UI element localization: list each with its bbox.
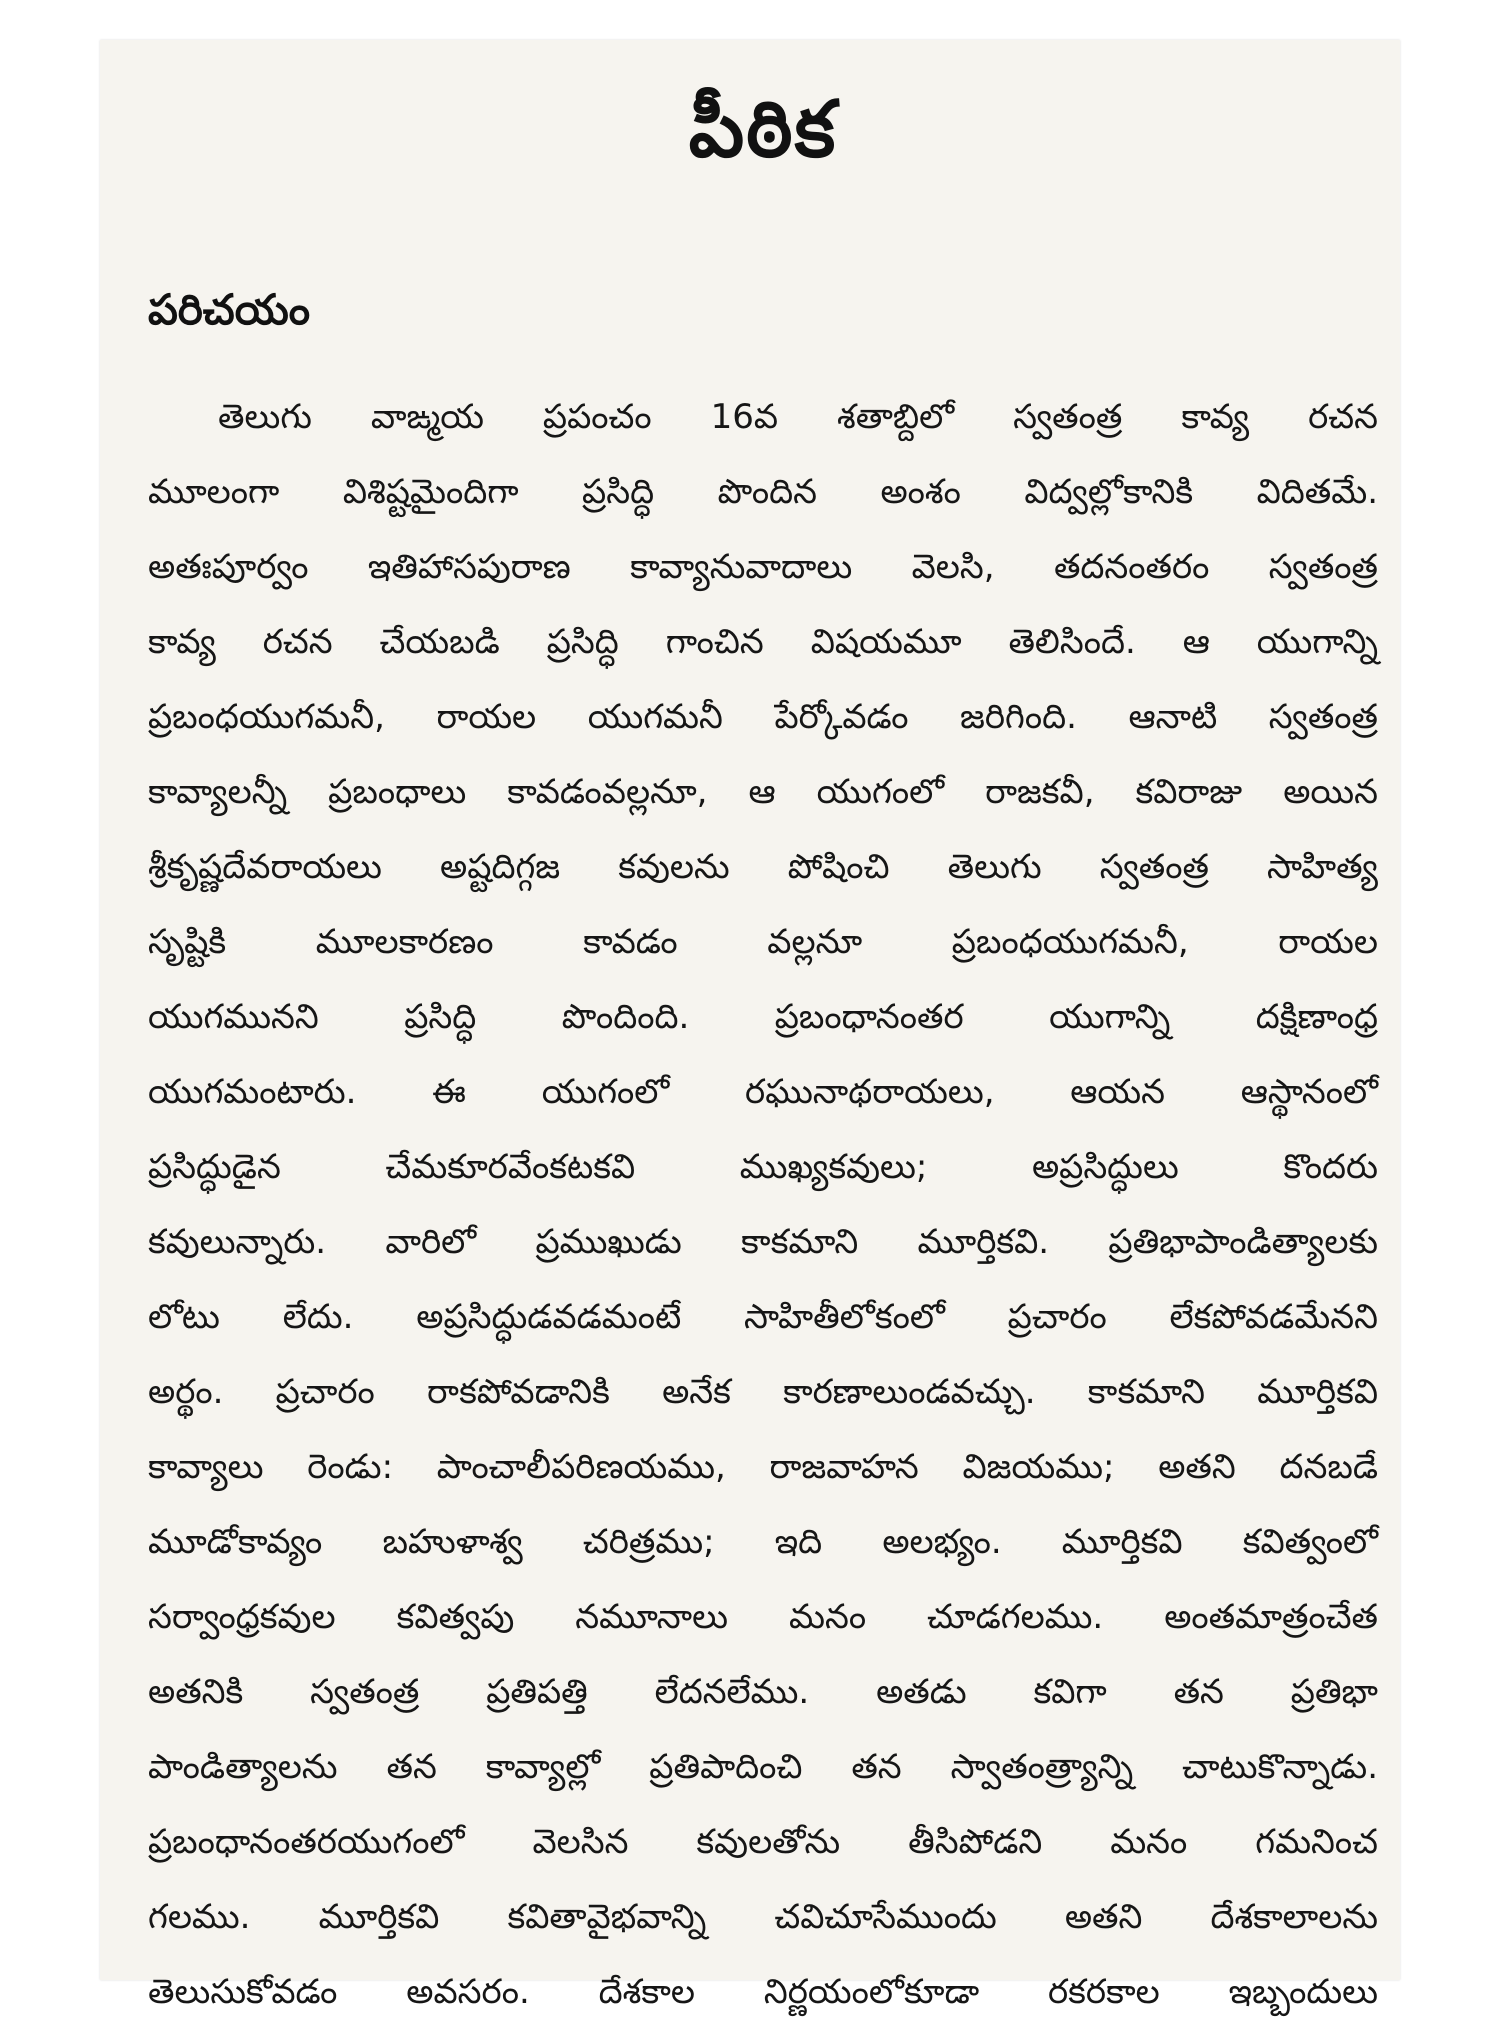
page-content: [148, 40, 1378, 2012]
text-line: కావ్యాలు రెండు: పాంచాలీపరిణయము, రాజవాహన విజయము; అతని దనబడే: [148, 1447, 1378, 1487]
text-line: ప్రబంధానంతరయుగంలో వెలసిన కవులతోను తీసిపోడని మనం గమనించ: [148, 1822, 1378, 1862]
text-line: శ్రీకృష్ణదేవరాయలు అష్టదిగ్గజ కవులను పోషించి తెలుగు స్వతంత్ర సాహిత్య: [148, 847, 1378, 887]
text-line: సృష్టికి మూలకారణం కావడం వల్లనూ ప్రబంధయుగమనీ, రాయల: [148, 922, 1378, 962]
text-line: గలము. మూర్తికవి కవితావైభవాన్ని చవిచూసేముందు అతని దేశకాలాలను: [148, 1897, 1378, 1937]
text-line: అతనికి స్వతంత్ర ప్రతిపత్తి లేదనలేము. అతడు కవిగా తన ప్రతిభా: [148, 1672, 1378, 1712]
text-line: తెలుసుకోవడం అవసరం. దేశకాల నిర్ణయంలోకూడా రకరకాల ఇబ్బందులు: [148, 1972, 1378, 2012]
text-line: ప్రబంధయుగమనీ, రాయల యుగమనీ పేర్కోవడం జరిగింది. ఆనాటి స్వతంత్ర: [148, 697, 1378, 737]
text-line: యుగమంటారు. ఈ యుగంలో రఘునాథరాయలు, ఆయన ఆస్థానంలో: [148, 1072, 1378, 1112]
text-line: మూడోకావ్యం బహుళాశ్వ చరిత్రము; ఇది అలభ్యం. మూర్తికవి కవిత్వంలో: [148, 1522, 1378, 1562]
text-line: లోటు లేదు. అప్రసిద్ధుడవడమంటే సాహితీలోకంలో ప్రచారం లేకపోవడమేనని: [148, 1297, 1378, 1337]
text-line: ప్రసిద్ధుడైన చేమకూరవేంకటకవి ముఖ్యకవులు; అప్రసిద్ధులు కొందరు: [148, 1147, 1378, 1187]
text-line: అర్థం. ప్రచారం రాకపోవడానికి అనేక కారణాలుండవచ్చు. కాకమాని మూర్తికవి: [148, 1372, 1378, 1412]
book-page: [100, 40, 1400, 2012]
text-line: కావ్యాలన్నీ ప్రబంధాలు కావడంవల్లనూ, ఆ యుగంలో రాజకవీ, కవిరాజు అయిన: [148, 772, 1378, 812]
text-line: అతఃపూర్వం ఇతిహాసపురాణ కావ్యానువాదాలు వెలసి, తదనంతరం స్వతంత్ర: [148, 547, 1378, 587]
body-text: [148, 380, 1378, 2030]
section-heading: పరిచయం: [148, 285, 310, 334]
text-line: యుగమునని ప్రసిద్ధి పొందింది. ప్రబంధానంతర యుగాన్ని దక్షిణాంధ్ర: [148, 997, 1378, 1037]
text-line: కవులున్నారు. వారిలో ప్రముఖుడు కాకమాని మూర్తికవి. ప్రతిభాపాండిత్యాలకు: [148, 1222, 1378, 1262]
text-line: పాండిత్యాలను తన కావ్యాల్లో ప్రతిపాదించి తన స్వాతంత్ర్యాన్ని చాటుకొన్నాడు.: [148, 1747, 1378, 1787]
page-title: పీఠిక: [688, 85, 838, 175]
text-line: తెలుగు వాఙ్మయ ప్రపంచం 16వ శతాబ్దిలో స్వతంత్ర కావ్య రచన: [218, 397, 1378, 437]
text-line: సర్వాంధ్రకవుల కవిత్వపు నమూనాలు మనం చూడగలము. అంతమాత్రంచేత: [148, 1597, 1378, 1637]
text-line: కావ్య రచన చేయబడి ప్రసిద్ధి గాంచిన విషయమూ తెలిసిందే. ఆ యుగాన్ని: [148, 622, 1378, 662]
text-line: మూలంగా విశిష్టమైందిగా ప్రసిద్ధి పొందిన అంశం విద్వల్లోకానికి విదితమే.: [148, 472, 1378, 512]
